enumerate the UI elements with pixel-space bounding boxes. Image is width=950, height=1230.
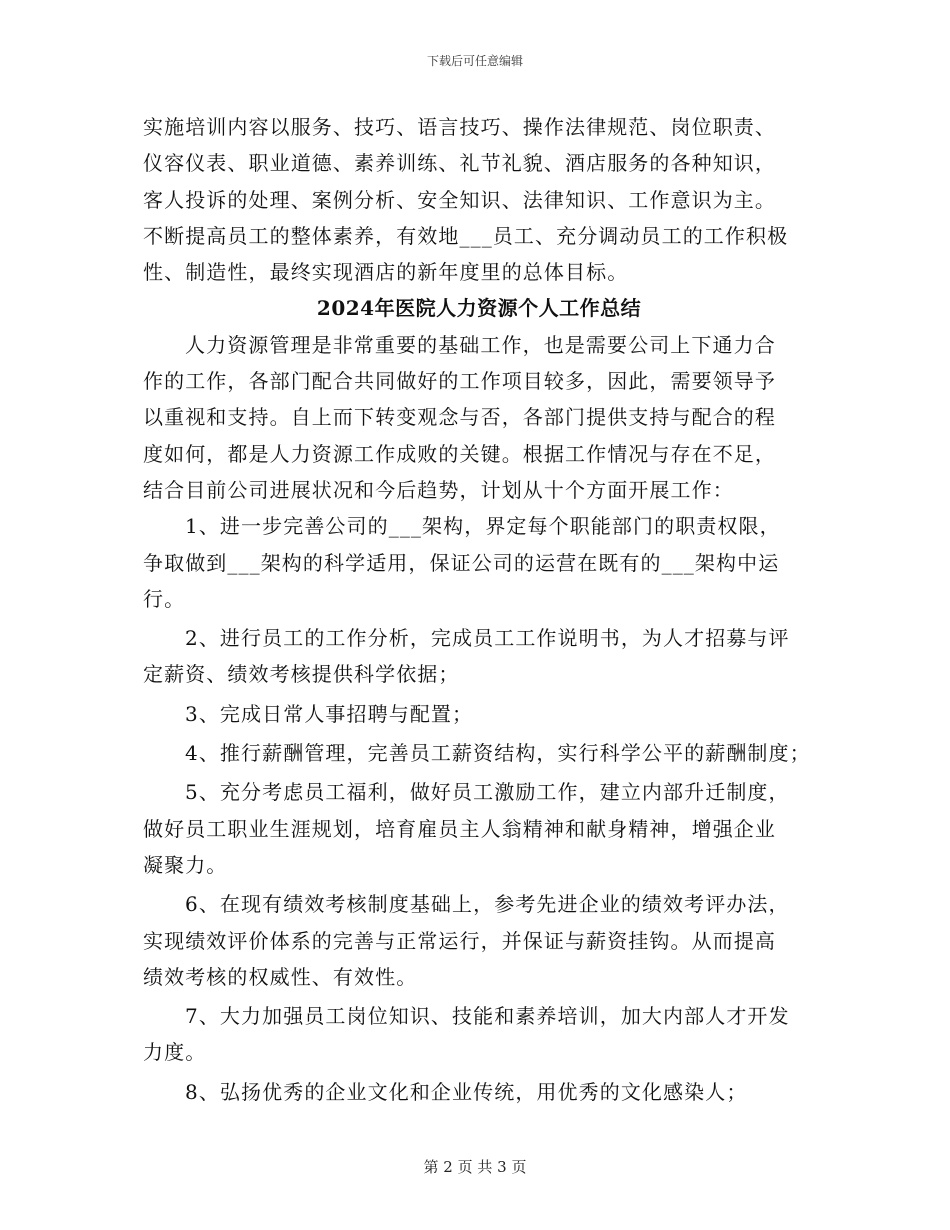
list-item-line: 6、在现有绩效考核制度基础上，参考先进企业的绩效考评办法，: [185, 892, 790, 917]
intro-line: 客人投诉的处理、案例分析、安全知识、法律知识、工作意识为主。: [143, 187, 776, 212]
list-item-line: 8、弘扬优秀的企业文化和企业传统，用优秀的文化感染人；: [185, 1079, 748, 1104]
list-item-line: 争取做到___架构的科学适用，保证公司的运营在既有的___架构中运: [143, 550, 780, 575]
list-item-line: 1、进一步完善公司的___架构，界定每个职能部门的职责权限，: [185, 514, 781, 539]
intro-paragraph: [143, 109, 815, 290]
list-item: [143, 620, 815, 693]
list-item-line: 4、推行薪酬管理，完善员工薪资结构，实行科学公平的薪酬制度；: [185, 741, 811, 766]
paragraph-line: 作的工作，各部门配合共同做好的工作项目较多，因此，需要领导予: [143, 369, 776, 394]
list-item-line: 行。: [143, 586, 186, 611]
intro-line: 实施培训内容以服务、技巧、语言技巧、操作法律规范、岗位职责、: [143, 115, 776, 139]
list-item-line: 定薪资、绩效考核提供科学依据；: [143, 662, 460, 687]
document-title: 2024年医院人力资源个人工作总结: [316, 296, 642, 321]
list-item: [143, 696, 815, 732]
intro-line: 性、制造性，最终实现酒店的新年度里的总体目标。: [143, 260, 629, 285]
list-item-line: 5、充分考虑员工福利，做好员工激励工作，建立内部升迁制度，: [185, 780, 790, 805]
list-item: [143, 998, 815, 1071]
list-item-line: 7、大力加强员工岗位知识、技能和素养培训，加大内部人才开发: [185, 1004, 790, 1029]
list-item: [143, 508, 815, 617]
list-item-line: 2、进行员工的工作分析，完成员工工作说明书，为人才招募与评: [185, 626, 790, 651]
paragraph-line: 人力资源管理是非常重要的基础工作，也是需要公司上下通力合: [185, 332, 776, 357]
page-header: 下载后可任意编辑: [426, 54, 523, 68]
page-footer: 第 2 页 共 3 页: [423, 1158, 527, 1176]
paragraph-line: 度如何，都是人力资源工作成败的关键。根据工作情况与存在不足，: [143, 441, 776, 466]
list-item-line: 做好员工职业生涯规划，培育雇员主人翁精神和献身精神，增强企业: [143, 816, 776, 841]
list-item: [143, 886, 815, 995]
list-item-line: 绩效考核的权威性、有效性。: [143, 964, 418, 989]
list-item-line: 力度。: [143, 1040, 207, 1065]
paragraph-line: 以重视和支持。自上而下转变观念与否，各部门提供支持与配合的程: [143, 405, 776, 430]
list-item: [143, 774, 815, 883]
paragraph-line: 结合目前公司进展状况和今后趋势，计划从十个方面开展工作：: [143, 477, 734, 502]
list-item-line: 实现绩效评价体系的完善与正常运行，并保证与薪资挂钩。从而提高: [143, 928, 776, 953]
list-item: [143, 1074, 815, 1110]
intro-line: 不断提高员工的整体素养，有效地___员工、充分调动员工的工作积极: [143, 223, 789, 248]
intro-line: 仪容仪表、职业道德、素养训练、礼节礼貌、酒店服务的各种知识，: [143, 151, 776, 176]
list-item-line: 3、完成日常人事招聘与配置；: [185, 701, 474, 726]
list-item-line: 凝聚力。: [143, 852, 228, 877]
main-paragraph: [143, 327, 815, 508]
list-item: [143, 735, 815, 771]
document-body: [143, 109, 815, 1110]
